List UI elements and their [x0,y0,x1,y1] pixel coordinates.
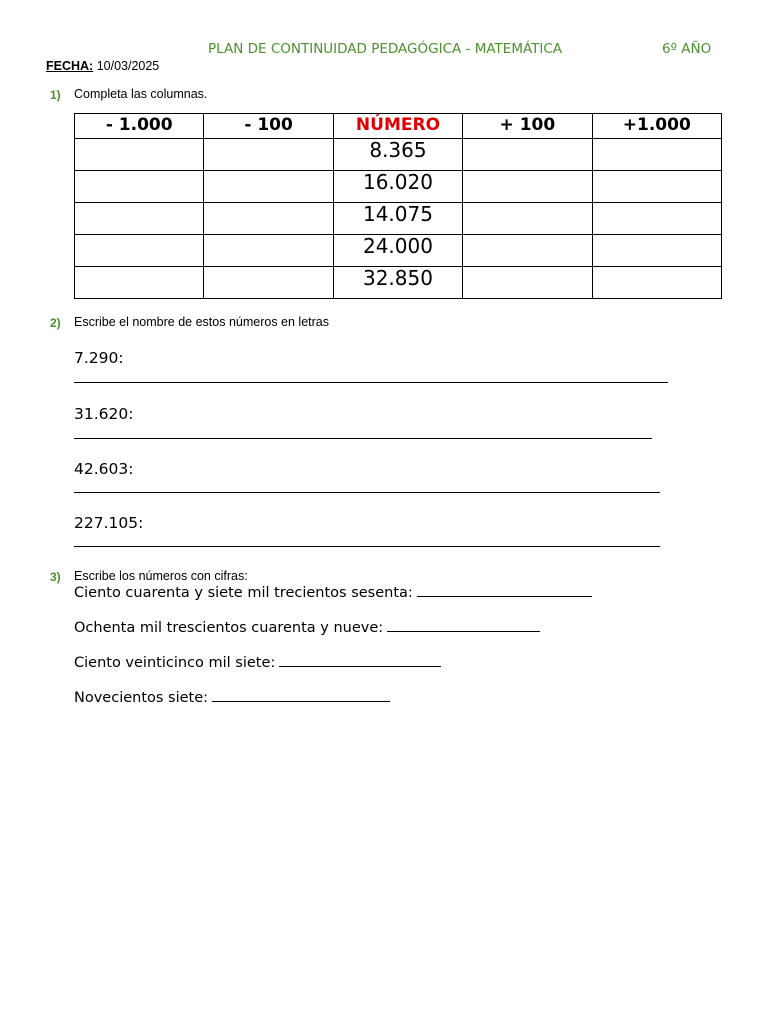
question-1-text: Completa las columnas. [74,87,208,101]
header-plus-100: + 100 [463,114,592,139]
answer-blank[interactable] [279,656,441,667]
answer-blank[interactable] [387,621,540,632]
number-label: 42.603: [74,460,134,478]
question-3-text: Escribe los números con cifras: [74,569,248,583]
page-header [0,41,768,61]
answer-line[interactable] [74,492,660,493]
cell-plus-100[interactable] [463,139,592,171]
header-minus-100: - 100 [204,114,333,139]
cell-number: 16.020 [333,171,462,203]
header-minus-1000: - 1.000 [75,114,204,139]
table-row [75,171,722,203]
cell-minus-1000[interactable] [75,267,204,299]
cell-plus-1000[interactable] [592,235,721,267]
answer-blank[interactable] [212,691,390,702]
cifra-label: Novecientos siete: [74,690,209,706]
cell-number: 8.365 [333,139,462,171]
header-numero: NÚMERO [333,114,462,139]
cell-plus-100[interactable] [463,267,592,299]
cell-plus-1000[interactable] [592,267,721,299]
cell-number: 32.850 [333,267,462,299]
answer-line[interactable] [74,382,668,383]
cell-plus-1000[interactable] [592,171,721,203]
date-value: 10/03/2025 [96,59,160,73]
question-1-number: 1) [50,88,61,102]
cell-plus-100[interactable] [463,171,592,203]
cell-minus-1000[interactable] [75,203,204,235]
cifra-item [74,585,592,601]
cell-minus-1000[interactable] [75,171,204,203]
cifra-item [74,690,390,706]
table-row [75,235,722,267]
cell-minus-1000[interactable] [75,139,204,171]
cell-plus-100[interactable] [463,203,592,235]
date-label: FECHA: [46,59,94,73]
header-plus-1000: +1.000 [592,114,721,139]
page-title: PLAN DE CONTINUIDAD PEDAGÓGICA - MATEMÁTICA [208,41,563,57]
cell-minus-100[interactable] [204,171,333,203]
cifra-item [74,620,540,636]
cell-plus-1000[interactable] [592,139,721,171]
cell-minus-1000[interactable] [75,235,204,267]
cell-plus-1000[interactable] [592,203,721,235]
cell-minus-100[interactable] [204,235,333,267]
cifra-label: Ciento veinticinco mil siete: [74,655,276,671]
cifra-label: Ciento cuarenta y siete mil trecientos sesenta: [74,585,413,601]
table-row [75,267,722,299]
question-2-text: Escribe el nombre de estos números en letras [74,315,329,329]
answer-line[interactable] [74,546,660,547]
table-header-row [75,114,722,139]
answer-blank[interactable] [417,586,592,597]
table-row [75,139,722,171]
cifra-label: Ochenta mil trescientos cuarenta y nueve: [74,620,384,636]
cell-minus-100[interactable] [204,139,333,171]
question-2-number: 2) [50,316,61,330]
cell-number: 14.075 [333,203,462,235]
cell-number: 24.000 [333,235,462,267]
grade-label: 6º AÑO [662,41,712,57]
cell-plus-100[interactable] [463,235,592,267]
table-row [75,203,722,235]
answer-line[interactable] [74,438,652,439]
cell-minus-100[interactable] [204,203,333,235]
columns-table [74,113,722,299]
number-label: 7.290: [74,349,124,367]
number-label: 31.620: [74,405,134,423]
question-3-number: 3) [50,570,61,584]
number-label: 227.105: [74,514,144,532]
cifra-item [74,655,441,671]
cell-minus-100[interactable] [204,267,333,299]
date-line [46,59,159,73]
